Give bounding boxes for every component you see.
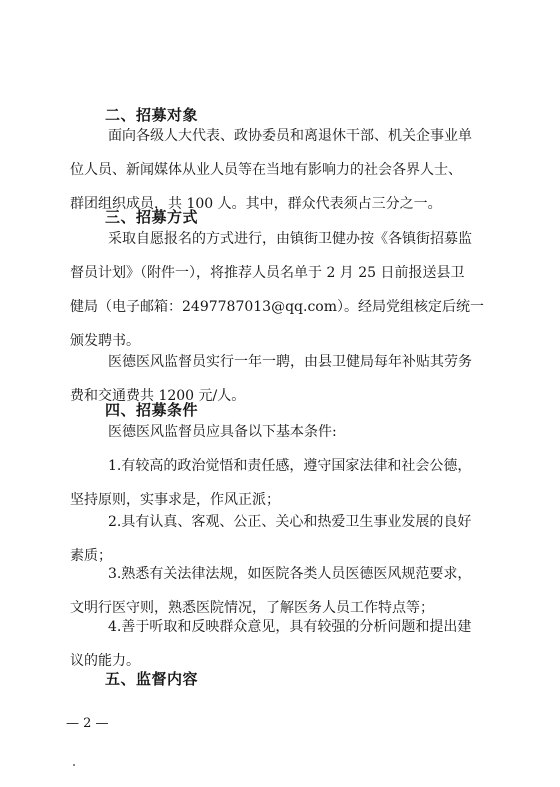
text-line: 医德医风监督员实行一年一聘，由县卫健局每年补贴其劳务 [108, 354, 472, 370]
text-line: 群团组织成员，共 100 人。其中，群众代表须占三分之一。 [70, 196, 442, 212]
text-line: 面向各级人大代表、政协委员和离退休干部、机关企事业单 [108, 128, 472, 144]
text-line: 健局（电子邮箱：2497787013@qq.com）。经局党组核定后统一 [70, 299, 484, 315]
section-heading-recruit-method: 三、招募方式 [105, 208, 199, 226]
paragraph-condition-4 [70, 610, 490, 678]
text-line: 4.善于听取和反映群众意见，具有较强的分析问题和提出建 [108, 619, 472, 635]
paragraph-recruit-target [70, 119, 490, 221]
scan-speck [73, 764, 75, 766]
text-line: 2.具有认真、客观、公正、关心和热爱卫生事业发展的良好 [108, 514, 472, 530]
text-line: 3.熟悉有关法律法规，如医院各类人员医德医风规范要求， [108, 566, 472, 582]
text-line: 议的能力。 [70, 653, 140, 669]
text-line: 医德医风监督员应具备以下基本条件: [108, 424, 337, 440]
section-heading-supervision-content: 五、监督内容 [105, 670, 199, 688]
section-heading-recruit-conditions: 四、招募条件 [105, 401, 199, 419]
paragraph-conditions-intro [70, 415, 490, 449]
paragraph-recruit-method [70, 222, 490, 358]
text-line: 采取自愿报名的方式进行，由镇街卫健办按《各镇街招募监 [108, 231, 472, 247]
text-line: 位人员、新闻媒体从业人员等在当地有影响力的社会各界人士、 [70, 162, 462, 178]
text-line: 1.有较高的政治觉悟和责任感，遵守国家法律和社会公德， [108, 458, 472, 474]
section-heading-recruit-target: 二、招募对象 [105, 106, 199, 124]
text-line: 费和交通费共 1200 元/人。 [70, 388, 246, 404]
text-line: 颁发聘书。 [70, 333, 140, 349]
text-line: 素质； [70, 548, 112, 564]
text-line: 督员计划》（附件一），将推荐人员名单于 2 月 25 日前报送县卫 [70, 265, 465, 281]
text-line: 文明行医守则，熟悉医院情况，了解医务人员工作特点等； [70, 600, 434, 616]
text-line: 坚持原则，实事求是，作风正派； [70, 492, 280, 508]
page-number: — 2 — [66, 716, 109, 731]
